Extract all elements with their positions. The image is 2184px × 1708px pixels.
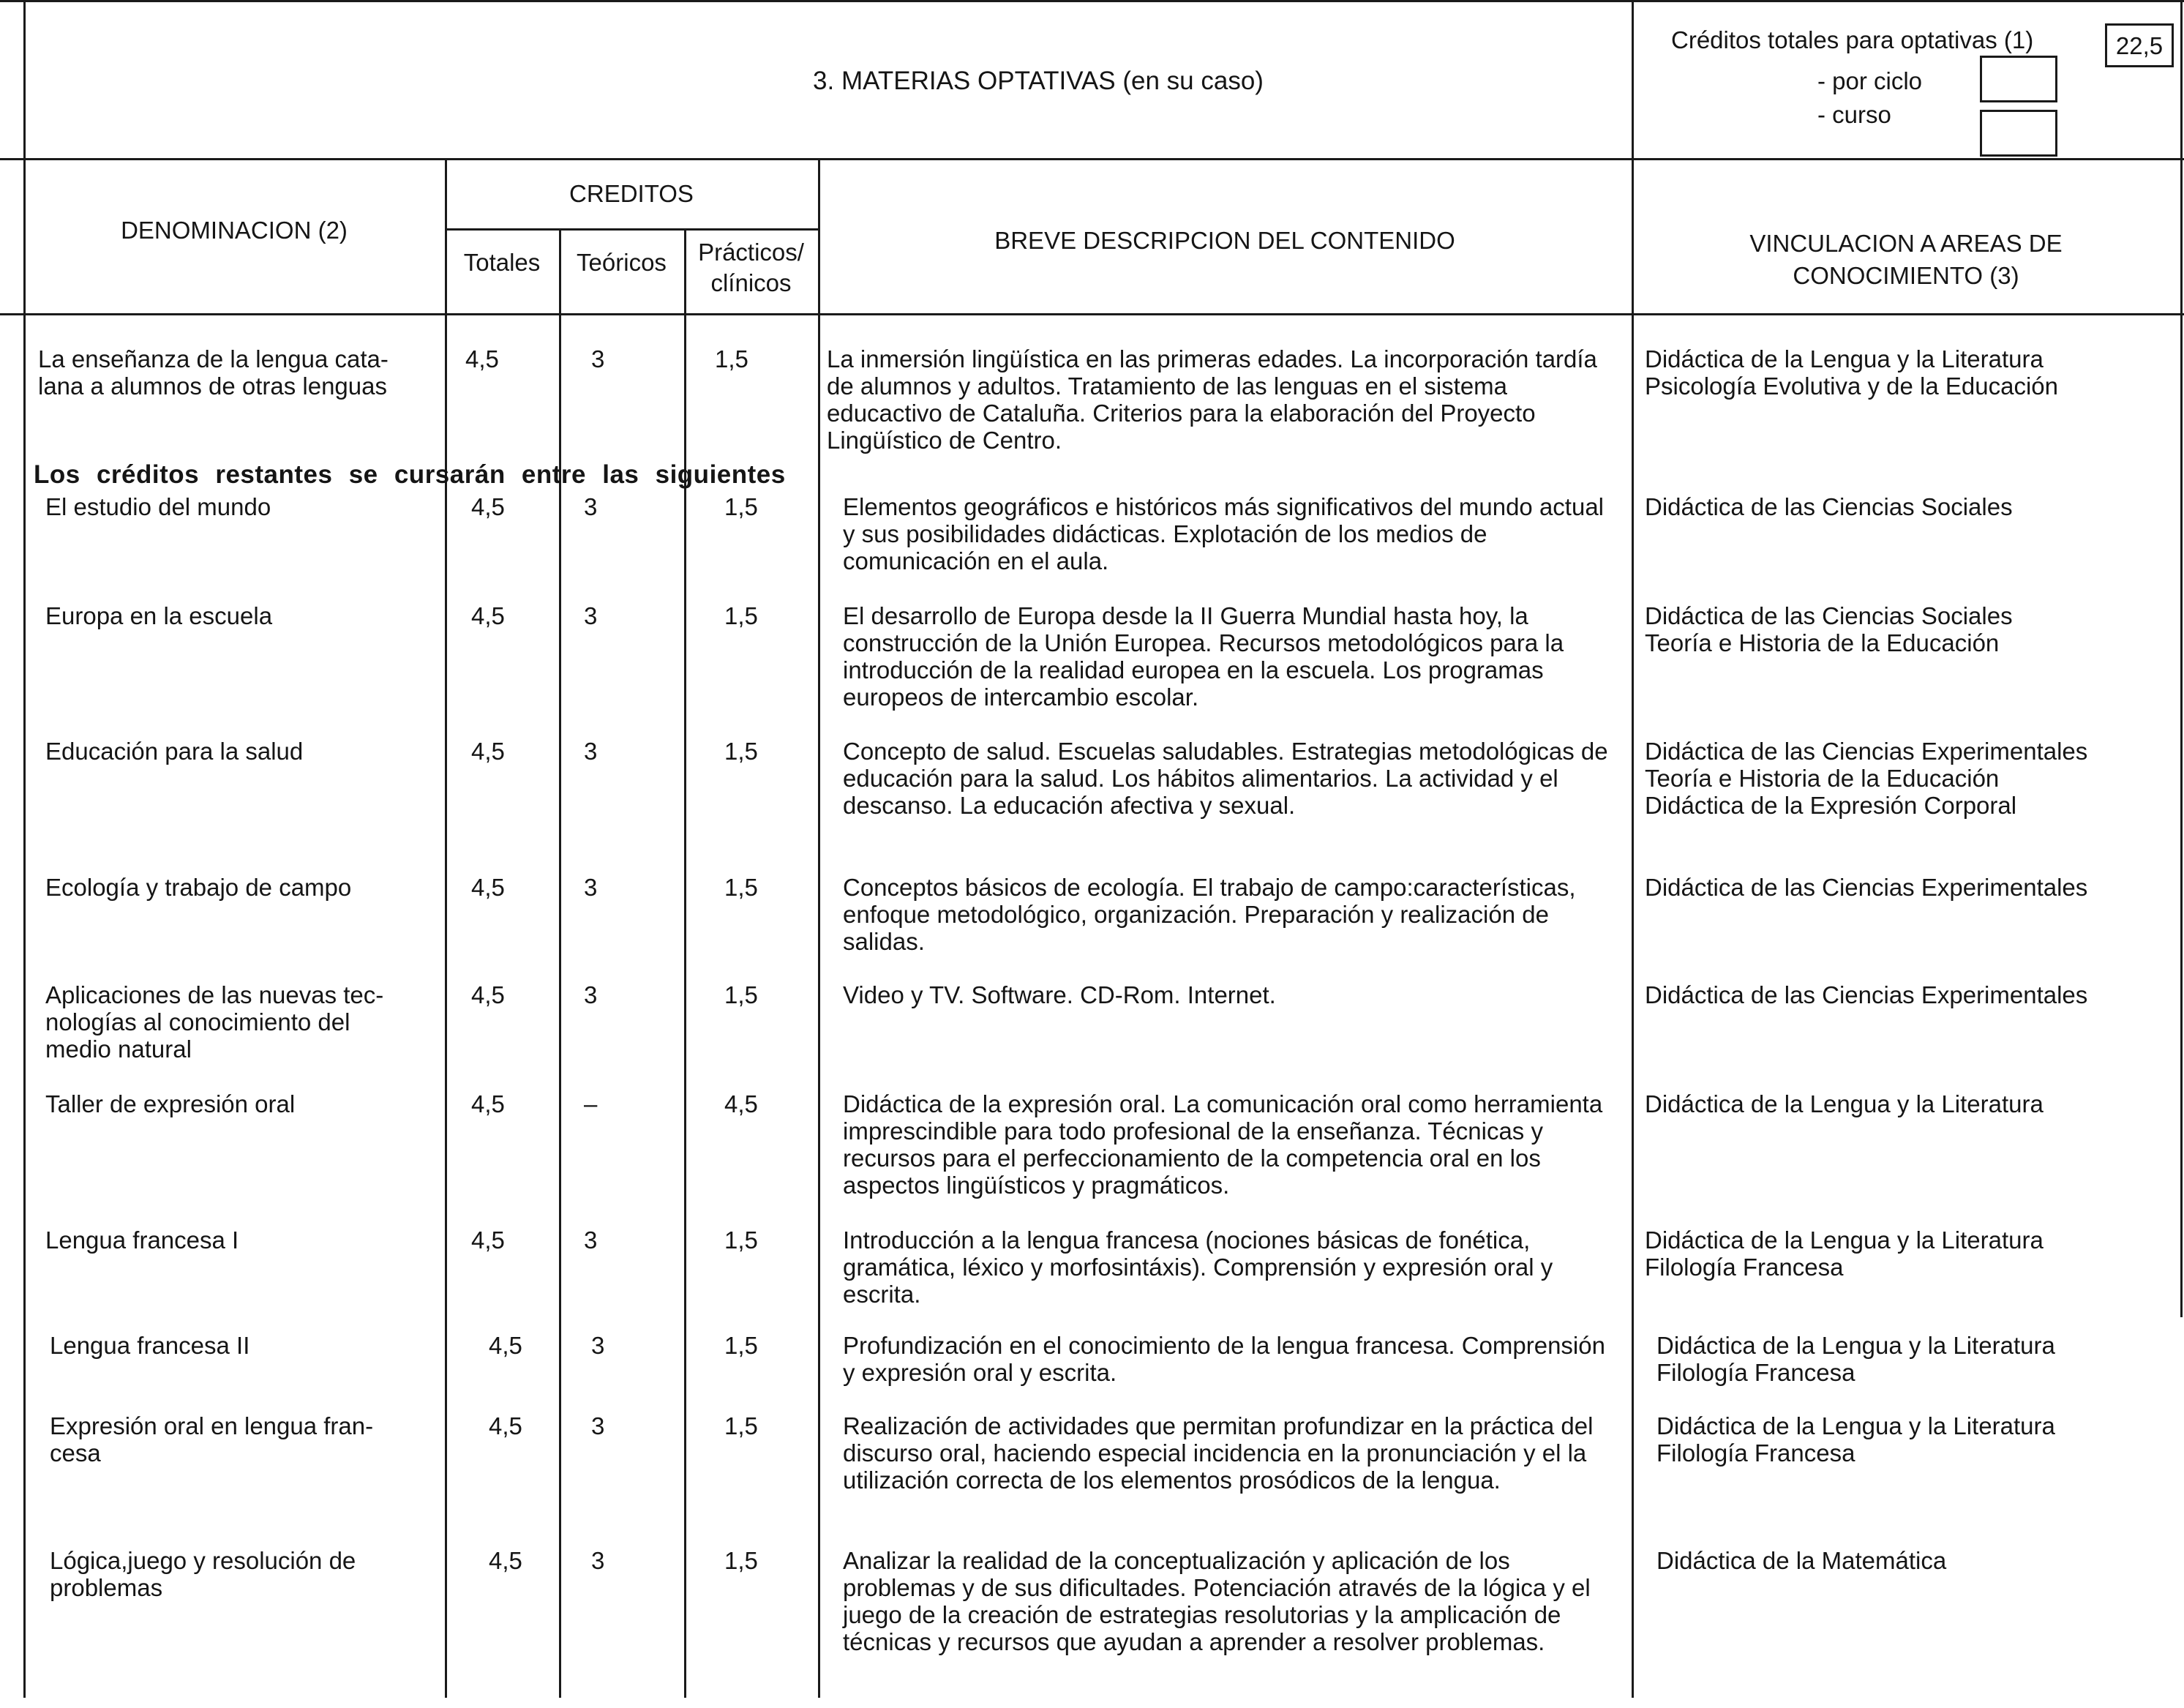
per-course-box — [1980, 110, 2057, 157]
per-cycle-label: - por ciclo — [1817, 67, 1923, 94]
subject-description: Conceptos básicos de ecología. El trabajo de campo:características, enfoque metodológico, organización. Preparación y realización de salidas. — [843, 874, 1576, 955]
subject-description: Video y TV. Software. CD-Rom. Internet. — [843, 981, 1276, 1008]
credits-practicos: 1,5 — [724, 1547, 758, 1574]
subject-name-line: Ecología y trabajo de campo — [45, 874, 352, 901]
knowledge-area: Didáctica de las Ciencias Experimentales — [1645, 981, 2088, 1008]
header-descripcion: BREVE DESCRIPCION DEL CONTENIDO — [994, 227, 1455, 254]
knowledge-area: Didáctica de la Lengua y la Literatura — [1656, 1412, 2055, 1439]
knowledge-area: Teoría e Historia de la Educación — [1645, 629, 2000, 656]
subject-description: Concepto de salud. Escuelas saludables. Estrategias metodológicas de educación para la salud. Los hábitos alimentarios. La actividad y el descanso. La educación afectiva y sexual. — [843, 738, 1608, 819]
credits-totales: 4,5 — [489, 1412, 522, 1439]
credits-totales: 4,5 — [465, 345, 499, 372]
table-row — [0, 1412, 2184, 1494]
table-row — [0, 1332, 2184, 1386]
credits-totales: 4,5 — [489, 1332, 522, 1359]
knowledge-area: Didáctica de las Ciencias Experimentales — [1645, 738, 2088, 765]
knowledge-area: Filología Francesa — [1656, 1359, 1855, 1386]
table-row — [0, 1547, 2184, 1655]
credits-totales: 4,5 — [471, 874, 505, 901]
column-header-bottom-border — [0, 313, 2184, 315]
subject-description: Realización de actividades que permitan profundizar en la práctica del discurso oral, haciendo especial incidencia en la pronunciación y el la utilización correcta de los elementos prosódicos de la lengua. — [843, 1412, 1594, 1494]
subject-description: La inmersión lingüística en las primeras edades. La incorporación tardía de alumnos y adultos. Tratamiento de las lenguas en el sistema educactivo de Cataluña. Criterios para la elaboración del Proyecto Lingüístico de Centro. — [827, 345, 1597, 454]
subject-name-line: Educación para la salud — [45, 738, 304, 765]
subject-name-line: medio natural — [45, 1035, 192, 1063]
credits-totales: 4,5 — [471, 1090, 505, 1117]
credits-practicos: 1,5 — [724, 981, 758, 1008]
table-row — [0, 1226, 2184, 1308]
subject-name-line: Lengua francesa II — [50, 1332, 250, 1359]
header-vinculacion-line2: CONOCIMIENTO (3) — [1793, 262, 2019, 289]
subject-description: Analizar la realidad de la conceptualización y aplicación de los problemas y de sus dificultades. Potenciación através de la lógica y el juego de la creación de estrategias resolutorias y la amplicación de técnicas y recursos que ayudan a aprender a resolver problemas. — [843, 1547, 1591, 1655]
subject-description: El desarrollo de Europa desde la II Guerra Mundial hasta hoy, la construcción de la Unión Europea. Recursos metodológicos para la introducción de la realidad europea en la escuela. Los programas europeos de intercambio escolar. — [843, 602, 1564, 711]
credits-practicos: 1,5 — [724, 1412, 758, 1439]
credits-teoricos: 3 — [584, 738, 598, 765]
credits-teoricos: 3 — [584, 981, 598, 1008]
knowledge-area: Didáctica de la Lengua y la Literatura — [1645, 1226, 2044, 1254]
subject-description: Profundización en el conocimiento de la lengua francesa. Comprensión y expresión oral y escrita. — [843, 1332, 1605, 1386]
table-row — [0, 1090, 2184, 1199]
credits-practicos: 1,5 — [724, 1226, 758, 1254]
subject-name-line: problemas — [50, 1574, 163, 1601]
credits-teoricos: 3 — [584, 602, 598, 629]
credits-practicos: 1,5 — [724, 493, 758, 520]
credits-teoricos: 3 — [591, 345, 605, 372]
credits-teoricos: 3 — [591, 1332, 605, 1359]
subject-name-line: cesa — [50, 1439, 101, 1467]
table-row — [0, 981, 2184, 1063]
subject-name-line: Lengua francesa I — [45, 1226, 239, 1254]
credits-totales: 4,5 — [471, 602, 505, 629]
knowledge-area: Filología Francesa — [1645, 1254, 1844, 1281]
credits-totales: 4,5 — [471, 493, 505, 520]
subject-name-line: Taller de expresión oral — [45, 1090, 296, 1117]
knowledge-area: Teoría e Historia de la Educación — [1645, 765, 2000, 792]
knowledge-area: Didáctica de las Ciencias Sociales — [1645, 602, 2013, 629]
credits-practicos: 1,5 — [724, 1332, 758, 1359]
credits-teoricos: 3 — [584, 874, 598, 901]
subject-name-line: Expresión oral en lengua fran- — [50, 1412, 374, 1439]
subject-description: Introducción a la lengua francesa (nociones básicas de fonética, gramática, léxico y morfosintáxis). Comprensión y expresión oral y escrita. — [843, 1226, 1553, 1308]
credits-practicos: 1,5 — [715, 345, 748, 372]
credits-total-label: Créditos totales para optativas (1) — [1671, 26, 2034, 53]
credits-practicos: 4,5 — [724, 1090, 758, 1117]
knowledge-area: Didáctica de la Matemática — [1656, 1547, 1947, 1574]
table-top-border — [0, 0, 2184, 2]
header-creditos: CREDITOS — [569, 180, 694, 207]
per-cycle-box — [1980, 56, 2057, 102]
credits-teoricos: 3 — [591, 1547, 605, 1574]
knowledge-area: Didáctica de la Expresión Corporal — [1645, 792, 2017, 819]
knowledge-area: Filología Francesa — [1656, 1439, 1855, 1467]
subject-name-line: El estudio del mundo — [45, 493, 271, 520]
subject-name-line: Aplicaciones de las nuevas tec- — [45, 981, 384, 1008]
table-left-border — [23, 0, 26, 1698]
subject-name-line: lana a alumnos de otras lenguas — [38, 372, 387, 400]
remaining-credits-note: Los créditos restantes se cursarán entre las siguientes — [34, 460, 786, 489]
credits-teoricos: 3 — [584, 1226, 598, 1254]
credits-totales: 4,5 — [471, 1226, 505, 1254]
credits-totales: 4,5 — [471, 738, 505, 765]
credits-totales: 4,5 — [471, 981, 505, 1008]
table-row — [0, 345, 2184, 454]
knowledge-area: Didáctica de la Lengua y la Literatura — [1656, 1332, 2055, 1359]
credits-practicos: 1,5 — [724, 738, 758, 765]
credits-practicos: 1,5 — [724, 874, 758, 901]
per-course-label: - curso — [1817, 101, 1891, 128]
credits-teoricos: – — [584, 1090, 598, 1117]
column-divider-name — [445, 158, 447, 1698]
subject-description: Elementos geográficos e históricos más significativos del mundo actual y sus posibilidades didácticas. Explotación de los medios de comunicación en el aula. — [843, 493, 1605, 574]
subject-name-line: nologías al conocimiento del — [45, 1008, 350, 1035]
header-practicos-line2: clínicos — [710, 269, 792, 296]
credits-total-value: 22,5 — [2115, 32, 2164, 59]
table-right-border — [2180, 0, 2183, 1317]
credits-practicos: 1,5 — [724, 602, 758, 629]
credits-teoricos: 3 — [584, 493, 598, 520]
header-practicos-line1: Prácticos/ — [698, 239, 804, 266]
header-bottom-border — [0, 158, 2184, 160]
knowledge-area: Didáctica de la Lengua y la Literatura — [1645, 345, 2044, 372]
credits-teoricos: 3 — [591, 1412, 605, 1439]
credits-totales: 4,5 — [489, 1547, 522, 1574]
knowledge-area: Psicología Evolutiva y de la Educación — [1645, 372, 2058, 400]
column-divider-teoricos — [684, 228, 686, 1698]
section-title: 3. MATERIAS OPTATIVAS (en su caso) — [813, 67, 1264, 95]
subject-name-line: La enseñanza de la lengua cata- — [38, 345, 389, 372]
knowledge-area: Didáctica de las Ciencias Sociales — [1645, 493, 2013, 520]
table-row — [0, 602, 2184, 711]
header-vinculacion-line1: VINCULACION A AREAS DE — [1749, 230, 2063, 257]
knowledge-area: Didáctica de la Lengua y la Literatura — [1645, 1090, 2044, 1117]
subject-name-line: Europa en la escuela — [45, 602, 273, 629]
header-totales: Totales — [463, 249, 541, 276]
column-divider-practicos — [818, 158, 820, 1698]
header-denominacion: DENOMINACION (2) — [121, 217, 348, 244]
creditos-subheader-line — [445, 228, 818, 231]
table-row — [0, 493, 2184, 574]
subject-name-line: Lógica,juego y resolución de — [50, 1547, 356, 1574]
column-divider-totales — [559, 228, 561, 1698]
knowledge-area: Didáctica de las Ciencias Experimentales — [1645, 874, 2088, 901]
header-teoricos: Teóricos — [577, 249, 667, 276]
subject-description: Didáctica de la expresión oral. La comunicación oral como herramienta imprescindible para todo profesional de la enseñanza. Técnicas y recursos para el perfeccionamiento de la competencia oral en los aspectos lingüísticos y pragmáticos. — [843, 1090, 1603, 1199]
